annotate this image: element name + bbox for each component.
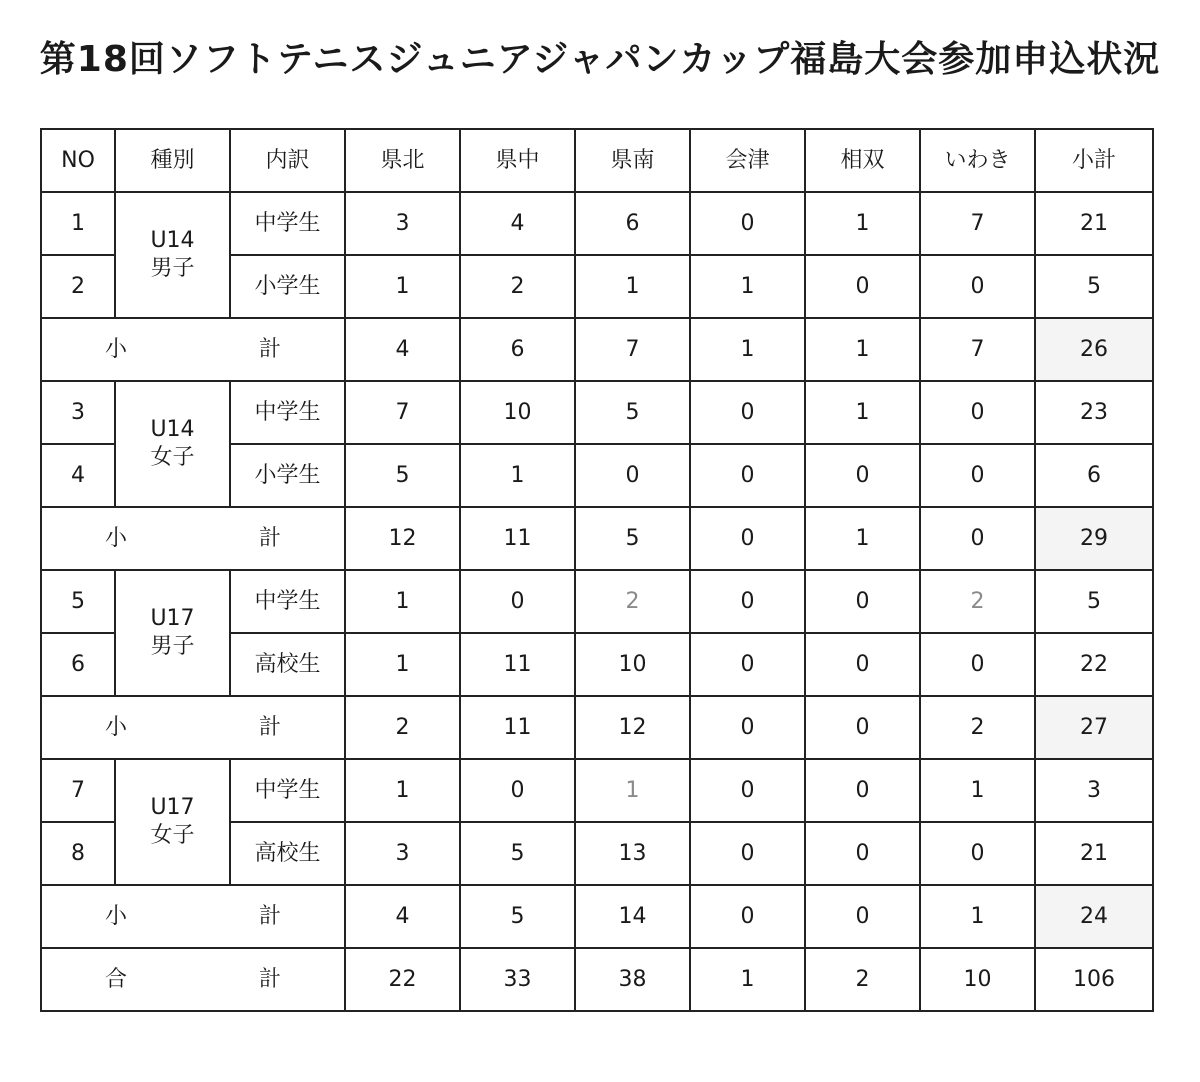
- row-type: 高校生: [230, 633, 345, 696]
- grand-total-label: 合 計: [41, 948, 345, 1011]
- cell-row-total: 5: [1035, 255, 1153, 318]
- cell-iwaki: 0: [920, 255, 1035, 318]
- subtotal-kennan: 12: [575, 696, 690, 759]
- row-no: 2: [41, 255, 115, 318]
- subtotal-souso: 1: [805, 318, 920, 381]
- category-code: U17: [150, 795, 195, 820]
- header-souso: 相双: [805, 129, 920, 192]
- header-iwaki: いわき: [920, 129, 1035, 192]
- cell-kenchu: 1: [460, 444, 575, 507]
- cell-row-total: 21: [1035, 192, 1153, 255]
- header-kennan: 県南: [575, 129, 690, 192]
- cell-aizu: 0: [690, 633, 805, 696]
- cell-aizu: 0: [690, 192, 805, 255]
- cell-row-total: 21: [1035, 822, 1153, 885]
- table-row: [41, 570, 1153, 633]
- cell-aizu: 1: [690, 255, 805, 318]
- cell-iwaki: 1: [920, 759, 1035, 822]
- cell-souso: 1: [805, 192, 920, 255]
- table-row: [41, 381, 1153, 444]
- subtotal-row: [41, 885, 1153, 948]
- cell-aizu: 0: [690, 570, 805, 633]
- cell-souso: 0: [805, 759, 920, 822]
- cell-souso: 1: [805, 381, 920, 444]
- subtotal-label: 小 計: [41, 507, 345, 570]
- cell-iwaki: 7: [920, 192, 1035, 255]
- cell-kenchu: 10: [460, 381, 575, 444]
- cell-iwaki: 2: [920, 570, 1035, 633]
- cell-souso: 0: [805, 822, 920, 885]
- subtotal-total: 26: [1035, 318, 1153, 381]
- category-cell: [115, 759, 230, 885]
- cell-kennan: 5: [575, 381, 690, 444]
- row-no: 7: [41, 759, 115, 822]
- cell-row-total: 6: [1035, 444, 1153, 507]
- cell-souso: 0: [805, 255, 920, 318]
- category-gender: 女子: [150, 823, 195, 848]
- grand-total-iwaki: 10: [920, 948, 1035, 1011]
- page-title: 第18回ソフトテニスジュニアジャパンカップ福島大会参加申込状況: [39, 39, 1161, 80]
- subtotal-souso: 0: [805, 885, 920, 948]
- cell-row-total: 23: [1035, 381, 1153, 444]
- table-row: [41, 192, 1153, 255]
- subtotal-total: 29: [1035, 507, 1153, 570]
- subtotal-kenpoku: 4: [345, 885, 460, 948]
- row-no: 4: [41, 444, 115, 507]
- cell-kenchu: 0: [460, 759, 575, 822]
- category-code: U17: [150, 606, 195, 631]
- cell-iwaki: 0: [920, 633, 1035, 696]
- subtotal-kenpoku: 12: [345, 507, 460, 570]
- cell-aizu: 0: [690, 822, 805, 885]
- cell-iwaki: 0: [920, 381, 1035, 444]
- category-cell: [115, 381, 230, 507]
- cell-kenpoku: 1: [345, 570, 460, 633]
- cell-kenchu: 0: [460, 570, 575, 633]
- cell-aizu: 0: [690, 381, 805, 444]
- header-aizu: 会津: [690, 129, 805, 192]
- cell-row-total: 22: [1035, 633, 1153, 696]
- cell-kennan: 6: [575, 192, 690, 255]
- cell-kenpoku: 3: [345, 822, 460, 885]
- header-breakdown: 内訳: [230, 129, 345, 192]
- grand-total-kennan: 38: [575, 948, 690, 1011]
- cell-iwaki: 0: [920, 444, 1035, 507]
- subtotal-iwaki: 7: [920, 318, 1035, 381]
- header-no: NO: [41, 129, 115, 192]
- subtotal-aizu: 0: [690, 885, 805, 948]
- cell-row-total: 3: [1035, 759, 1153, 822]
- subtotal-label: 小 計: [41, 885, 345, 948]
- cell-souso: 0: [805, 570, 920, 633]
- subtotal-row: [41, 318, 1153, 381]
- grand-total-aizu: 1: [690, 948, 805, 1011]
- cell-kenchu: 11: [460, 633, 575, 696]
- cell-souso: 0: [805, 444, 920, 507]
- subtotal-kennan: 14: [575, 885, 690, 948]
- cell-kenpoku: 1: [345, 633, 460, 696]
- row-type: 小学生: [230, 444, 345, 507]
- row-type: 中学生: [230, 570, 345, 633]
- cell-kenpoku: 3: [345, 192, 460, 255]
- grand-total-total: 106: [1035, 948, 1153, 1011]
- cell-kenpoku: 1: [345, 255, 460, 318]
- subtotal-aizu: 0: [690, 507, 805, 570]
- subtotal-total: 27: [1035, 696, 1153, 759]
- subtotal-kenchu: 11: [460, 507, 575, 570]
- subtotal-row: [41, 696, 1153, 759]
- category-gender: 男子: [150, 634, 195, 659]
- subtotal-label: 小 計: [41, 696, 345, 759]
- row-no: 1: [41, 192, 115, 255]
- cell-kenpoku: 5: [345, 444, 460, 507]
- subtotal-aizu: 0: [690, 696, 805, 759]
- header-row: [41, 129, 1153, 192]
- subtotal-kennan: 5: [575, 507, 690, 570]
- entry-status-table: [40, 128, 1154, 1012]
- table-row: [41, 759, 1153, 822]
- row-type: 高校生: [230, 822, 345, 885]
- grand-total-kenpoku: 22: [345, 948, 460, 1011]
- row-type: 小学生: [230, 255, 345, 318]
- subtotal-iwaki: 0: [920, 507, 1035, 570]
- row-type: 中学生: [230, 192, 345, 255]
- subtotal-aizu: 1: [690, 318, 805, 381]
- row-type: 中学生: [230, 759, 345, 822]
- cell-aizu: 0: [690, 444, 805, 507]
- cell-aizu: 0: [690, 759, 805, 822]
- cell-kenchu: 2: [460, 255, 575, 318]
- cell-kennan: 0: [575, 444, 690, 507]
- category-code: U14: [150, 228, 195, 253]
- category-gender: 女子: [150, 445, 195, 470]
- cell-kenpoku: 7: [345, 381, 460, 444]
- subtotal-souso: 0: [805, 696, 920, 759]
- subtotal-kenpoku: 2: [345, 696, 460, 759]
- header-category: 種別: [115, 129, 230, 192]
- cell-kennan: 1: [575, 759, 690, 822]
- grand-total-souso: 2: [805, 948, 920, 1011]
- subtotal-souso: 1: [805, 507, 920, 570]
- cell-kenchu: 5: [460, 822, 575, 885]
- category-gender: 男子: [150, 256, 195, 281]
- cell-kenpoku: 1: [345, 759, 460, 822]
- cell-souso: 0: [805, 633, 920, 696]
- category-code: U14: [150, 417, 195, 442]
- cell-kennan: 10: [575, 633, 690, 696]
- subtotal-kenchu: 6: [460, 318, 575, 381]
- grand-total-row: [41, 948, 1153, 1011]
- row-no: 5: [41, 570, 115, 633]
- subtotal-row: [41, 507, 1153, 570]
- row-type: 中学生: [230, 381, 345, 444]
- cell-kennan: 1: [575, 255, 690, 318]
- cell-kennan: 2: [575, 570, 690, 633]
- subtotal-kenpoku: 4: [345, 318, 460, 381]
- grand-total-kenchu: 33: [460, 948, 575, 1011]
- header-subtotal: 小計: [1035, 129, 1153, 192]
- subtotal-iwaki: 2: [920, 696, 1035, 759]
- cell-kennan: 13: [575, 822, 690, 885]
- subtotal-kenchu: 5: [460, 885, 575, 948]
- subtotal-kennan: 7: [575, 318, 690, 381]
- header-kenpoku: 県北: [345, 129, 460, 192]
- row-no: 6: [41, 633, 115, 696]
- header-kenchu: 県中: [460, 129, 575, 192]
- cell-kenchu: 4: [460, 192, 575, 255]
- row-no: 3: [41, 381, 115, 444]
- cell-iwaki: 0: [920, 822, 1035, 885]
- category-cell: [115, 570, 230, 696]
- cell-row-total: 5: [1035, 570, 1153, 633]
- subtotal-label: 小 計: [41, 318, 345, 381]
- row-no: 8: [41, 822, 115, 885]
- category-cell: [115, 192, 230, 318]
- subtotal-kenchu: 11: [460, 696, 575, 759]
- subtotal-total: 24: [1035, 885, 1153, 948]
- subtotal-iwaki: 1: [920, 885, 1035, 948]
